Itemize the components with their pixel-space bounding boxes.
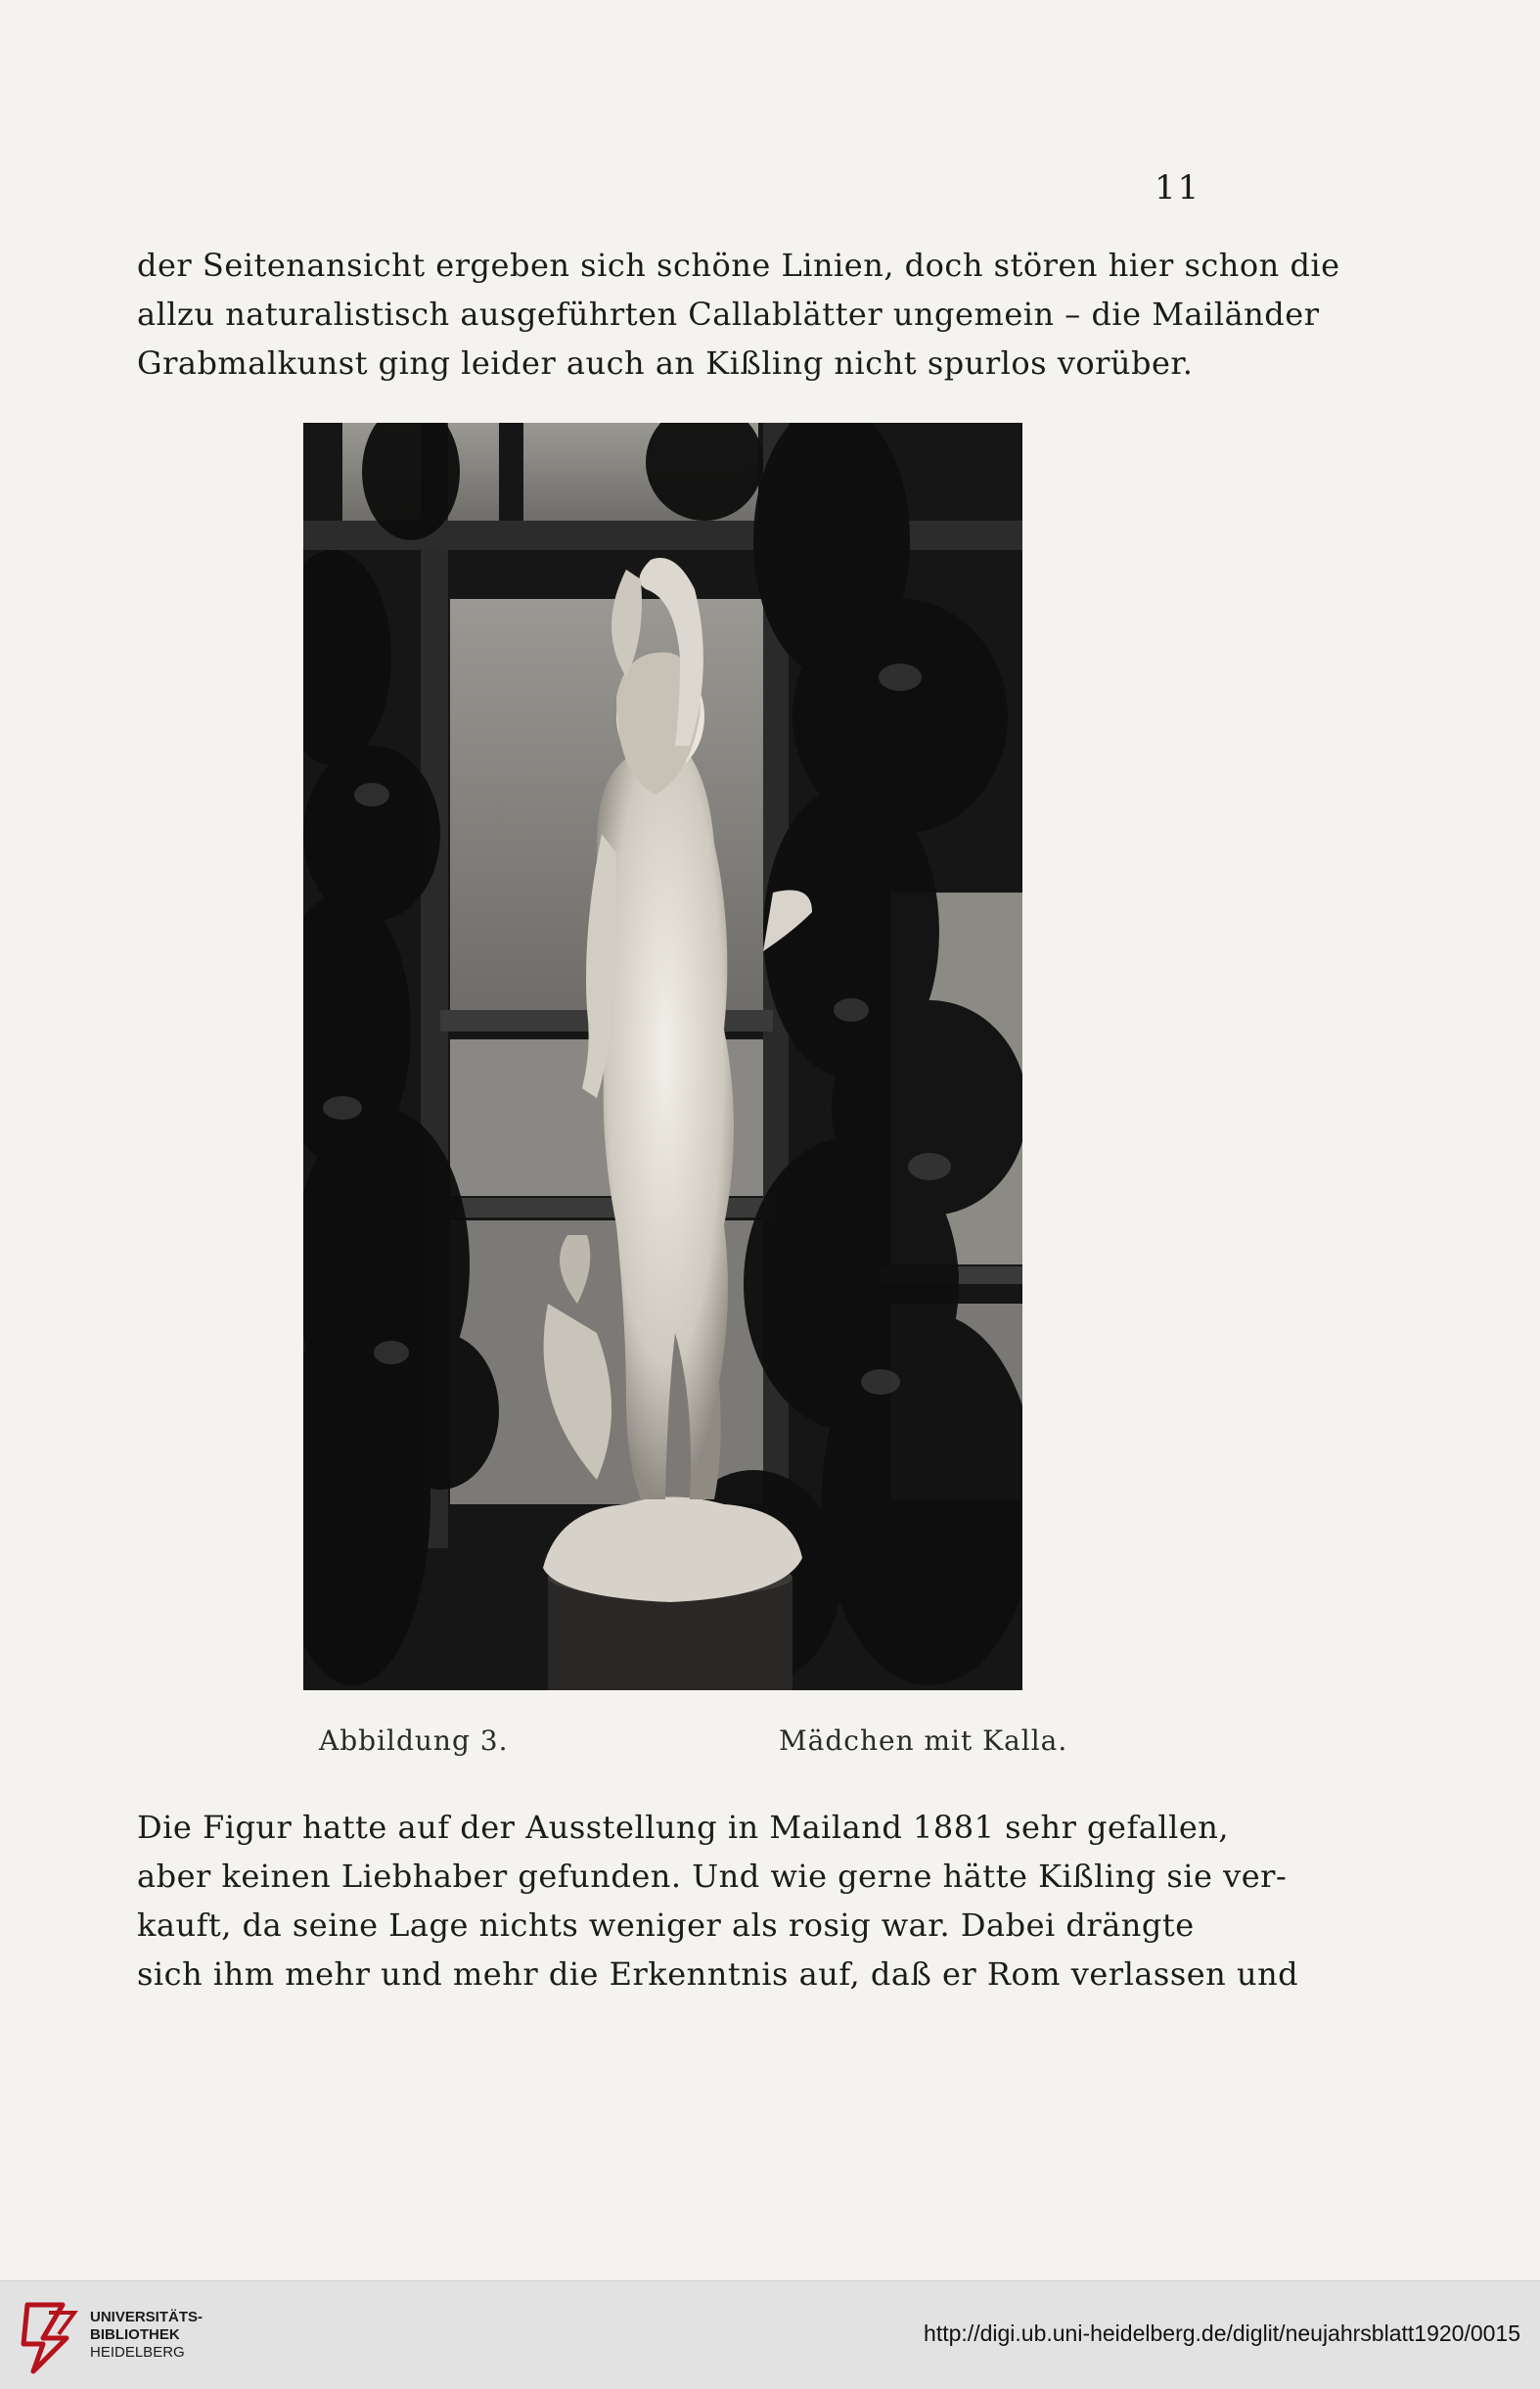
text-line: kauft, da seine Lage nichts weniger als rosig war. Dabei drängte — [137, 1907, 1195, 1944]
heidelberg-library-logo-icon[interactable] — [20, 2299, 80, 2377]
source-url-link[interactable]: http://digi.ub.uni-heidelberg.de/diglit/neujahrsblatt1920/0015 — [924, 2320, 1520, 2346]
statue-photograph — [303, 423, 1022, 1690]
text-line: Die Figur hatte auf der Ausstellung in Mailand 1881 sehr gefallen, — [137, 1809, 1230, 1846]
photograph-image — [303, 423, 1022, 1690]
library-footer — [0, 2280, 1540, 2389]
library-name-line3: HEIDELBERG — [90, 2344, 185, 2361]
text-line: Grabmalkunst ging leider auch an Kißling nicht spurlos vorüber. — [137, 345, 1194, 382]
paragraph-top — [137, 241, 1340, 388]
library-name-line2: BIBLIOTHEK — [90, 2326, 180, 2343]
library-name — [90, 2309, 203, 2362]
text-line: allzu naturalistisch ausgeführten Callablätter ungemein – die Mailänder — [137, 296, 1320, 333]
text-line: aber keinen Liebhaber gefunden. Und wie gerne hätte Kißling sie ver- — [137, 1858, 1288, 1895]
text-line: der Seitenansicht ergeben sich schöne Linien, doch stören hier schon die — [137, 247, 1340, 284]
library-name-line1: UNIVERSITÄTS- — [90, 2309, 204, 2325]
page-number: 11 — [1155, 168, 1201, 207]
figure-title: Mädchen mit Kalla. — [779, 1724, 1068, 1757]
paragraph-bottom — [137, 1803, 1299, 1998]
figure-label: Abbildung 3. — [319, 1724, 509, 1757]
text-line: sich ihm mehr und mehr die Erkenntnis auf, daß er Rom verlassen und — [137, 1955, 1299, 1993]
